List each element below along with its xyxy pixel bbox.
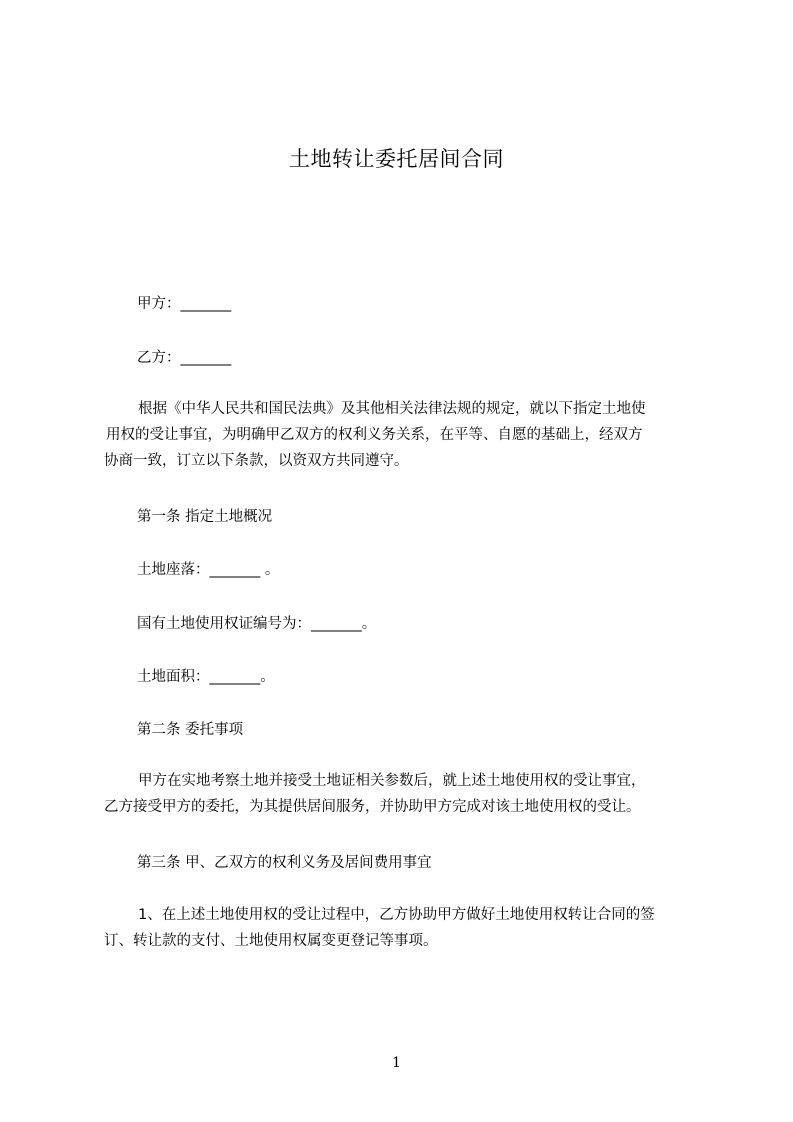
article-1-heading: 第一条 指定土地概况 (137, 509, 273, 525)
article-2-paragraph (104, 768, 704, 820)
land-location-line: 土地座落：_______ 。 (137, 562, 280, 578)
preamble-line-1: 根据《中华人民共和国民法典》及其他相关法律法规的规定，就以下指定土地使 (138, 401, 646, 417)
article-3-heading: 第三条 甲、乙双方的权利义务及居间费用事宜 (137, 855, 432, 871)
article-2-line-2: 乙方接受甲方的委托，为其提供居间服务，并协助甲方完成对该土地使用权的受让。 (104, 799, 641, 815)
article-3-item-1-line-1: 1、在上述土地使用权的受让过程中，乙方协助甲方做好土地使用权转让合同的签 (138, 907, 655, 923)
article-3-item-1-line-2: 订、转让款的支付、土地使用权属变更登记等事项。 (104, 933, 438, 949)
article-2-heading: 第二条 委托事项 (137, 722, 244, 738)
land-area-line: 土地面积：_______。 (137, 669, 275, 685)
preamble-paragraph (104, 396, 704, 474)
article-2-line-1: 甲方在实地考察土地并接受土地证相关参数后，就上述土地使用权的受让事宜， (138, 773, 646, 789)
preamble-line-3: 协商一致，订立以下条款，以资双方共同遵守。 (104, 453, 409, 469)
preamble-line-2: 用权的受让事宜，为明确甲乙双方的权利义务关系，在平等、自愿的基础上，经双方 (106, 427, 643, 443)
party-b-line: 乙方：_______ (137, 350, 232, 366)
party-a-line: 甲方：_______ (137, 296, 232, 312)
document-title: 土地转让委托居间合同 (289, 147, 504, 171)
land-certificate-line: 国有土地使用权证编号为：_______。 (137, 616, 377, 632)
article-3-item-1 (104, 902, 704, 954)
page-number: 1 (392, 1055, 401, 1071)
